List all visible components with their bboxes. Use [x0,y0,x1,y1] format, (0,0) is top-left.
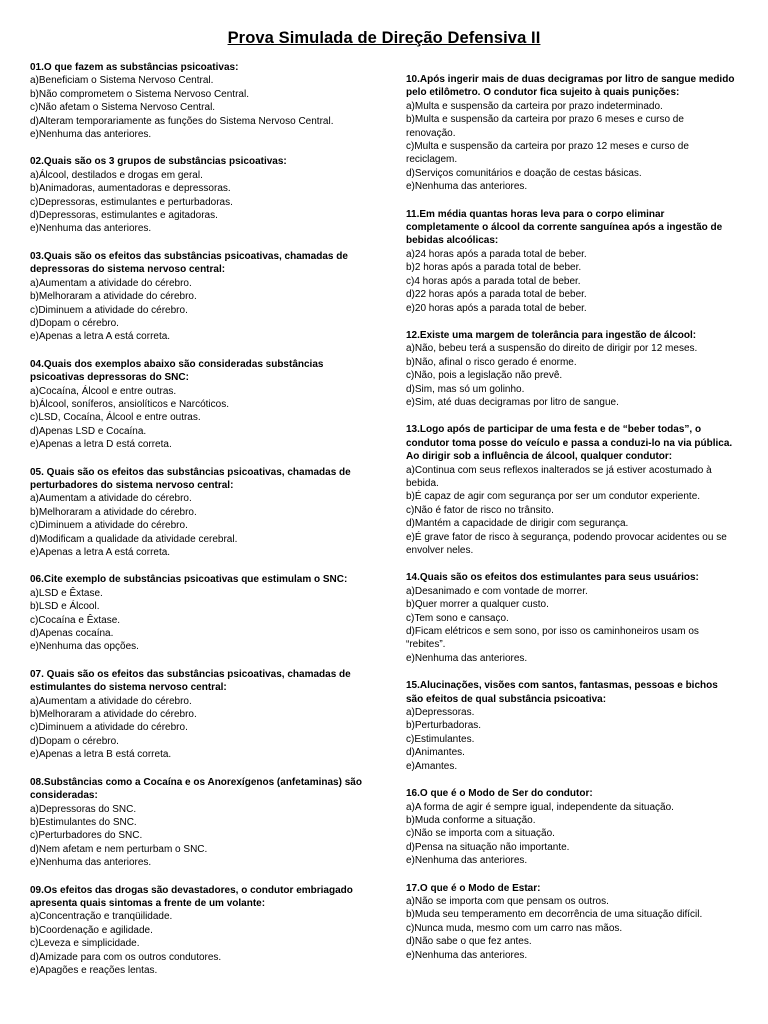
answer-option: c)Tem sono e cansaço. [406,612,509,624]
answer-option: b)Coordenação e agilidade. [30,924,153,936]
question-block [406,329,736,409]
question-text: 12.Existe uma margem de tolerância para ingestão de álcool: [406,329,697,341]
answer-option: b)LSD e Álcool. [30,601,100,613]
answer-option: d)Ficam elétricos e sem sono, por isso os caminhoneiros usam os “rebites”. [406,626,699,651]
answer-option: c)LSD, Cocaína, Álcool e entre outras. [30,412,201,424]
answer-option: a)A forma de agir é sempre igual, independente da situação. [406,801,674,813]
answer-option: d)Nem afetam e nem perturbam o SNC. [30,843,208,855]
answer-option: a)Depressoras do SNC. [30,803,137,815]
answer-option: e)Apenas a letra A está correta. [30,547,171,558]
answer-option: c)Diminuem a atividade do cérebro. [30,722,188,734]
answer-option: a)Desanimado e com vontade de morrer. [406,585,588,597]
answer-option: a)Aumentam a atividade do cérebro. [30,493,192,505]
question-block [406,882,736,962]
question-text: 08.Substâncias como a Cocaína e os Anorexígenos (anfetaminas) são consideradas: [30,776,362,802]
answer-option: e)Nenhuma das anteriores. [406,181,528,193]
answer-option: e)Nenhuma das anteriores. [30,223,152,235]
question-block [30,358,362,452]
answer-option: c)Depressoras, estimulantes e perturbadoras. [30,196,233,208]
answer-option: d)Amizade para com os outros condutores. [30,951,222,963]
answer-option: d)22 horas após a parada total de beber. [406,289,587,301]
answer-option: b)Não comprometem o Sistema Nervoso Central. [30,88,249,100]
question-text: 01.O que fazem as substâncias psicoativas: [30,62,239,73]
question-text: 05. Quais são os efeitos das substâncias psicoativas, chamadas de perturbadores do sistema nervoso central: [30,466,351,491]
answer-option: c)Multa e suspensão da carteira por prazo 12 meses e curso de reciclagem. [406,141,689,166]
answer-option: d)Animantes. [406,747,465,759]
answer-option: d)Modificam a qualidade da atividade cerebral. [30,533,238,545]
answer-option: d)Alteram temporariamente as funções do Sistema Nervoso Central. [30,115,334,127]
answer-option: e)Nenhuma das anteriores. [406,949,528,961]
question-text: 17.O que é o Modo de Estar: [406,882,541,894]
answer-option: a)Aumentam a atividade do cérebro. [30,695,192,707]
answer-option: b)Quer morrer a qualquer custo. [406,599,549,611]
answer-option: b)Perturbadoras. [406,720,482,732]
answer-option: c)Não, pois a legislação não prevê. [406,370,563,382]
question-block [30,155,362,235]
answer-option: e)Amantes. [406,760,458,772]
answer-option: b)Animadoras, aumentadoras e depressoras. [30,183,231,195]
question-text: 13.Logo após de participar de uma festa e de “beber todas”, o condutor toma posse do veículo e passa a conduzi-lo na via pública. Ao dirigir sob a influência de álcool, qualquer condutor: [406,424,733,463]
answer-option: d)Sim, mas só um golinho. [406,383,525,395]
answer-option: d)Dopam o cérebro. [30,735,119,747]
answer-option: e)É grave fator de risco à segurança, podendo provocar acidentes ou se envolver neles. [406,531,727,556]
answer-option: a)Concentração e tranqüilidade. [30,911,173,923]
question-text: 03.Quais são os efeitos das substâncias psicoativas, chamadas de depressoras do sistema nervoso central: [30,250,348,276]
answer-option: a)Álcool, destilados e drogas em geral. [30,169,203,181]
answer-option: a)Beneficiam o Sistema Nervoso Central. [30,75,214,87]
left-column [30,61,362,991]
answer-option: c)Não afetam o Sistema Nervoso Central. [30,102,216,114]
answer-option: c)4 horas após a parada total de beber. [406,275,581,287]
answer-option: d)Apenas cocaína. [30,628,114,640]
question-text: 06.Cite exemplo de substâncias psicoativas que estimulam o SNC: [30,574,348,586]
answer-option: b)Melhoraram a atividade do cérebro. [30,709,197,721]
answer-option: a)Multa e suspensão da carteira por prazo indeterminado. [406,100,663,112]
answer-option: a)Continua com seus reflexos inalterados se já estiver acostumado à bebida. [406,464,712,489]
answer-option: e)Nenhuma das anteriores. [406,855,528,867]
answer-option: b)Muda seu temperamento em decorrência de uma situação difícil. [406,909,703,921]
answer-option: a)Cocaína, Álcool e entre outras. [30,385,177,397]
question-block [30,61,362,141]
question-text: 16.O que é o Modo de Ser do condutor: [406,788,593,800]
question-block [406,208,736,315]
question-block [406,73,736,194]
question-text: 07. Quais são os efeitos das substâncias psicoativas, chamadas de estimulantes do sistema nervoso central: [30,668,351,694]
answer-option: c)Não se importa com a situação. [406,828,555,840]
answer-option: d)Não sabe o que fez antes. [406,936,532,948]
answer-option: d)Pensa na situação não importante. [406,841,570,853]
answer-option: e)Apagões e reações lentas. [30,964,158,976]
answer-option: a)Não, bebeu terá a suspensão do direito de dirigir por 12 meses. [406,343,698,355]
question-block [406,571,736,665]
question-text: 15.Alucinações, visões com santos, fantasmas, pessoas e bichos são efeitos de qual substância psicoativa: [406,680,718,705]
answer-option: a)24 horas após a parada total de beber. [406,248,587,260]
answer-option: e)Apenas a letra B está correta. [30,749,172,761]
answer-option: a)Não se importa com que pensam os outros. [406,895,609,907]
answer-option: e)Nenhuma das anteriores. [406,652,528,664]
answer-option: e)Apenas a letra D está correta. [30,439,172,451]
question-block [30,466,362,560]
question-block [30,884,362,978]
answer-option: b)Estimulantes do SNC. [30,816,137,828]
answer-option: d)Dopam o cérebro. [30,317,119,329]
answer-option: a)Aumentam a atividade do cérebro. [30,277,192,289]
question-block [30,250,362,344]
answer-option: b)É capaz de agir com segurança por ser um condutor experiente. [406,491,701,503]
question-block [30,573,362,653]
question-text: 04.Quais dos exemplos abaixo são consideradas substâncias psicoativas depressoras do SNC: [30,358,324,384]
answer-option: e)Nenhuma das anteriores. [30,129,152,141]
question-block [406,679,736,773]
question-text: 02.Quais são os 3 grupos de substâncias psicoativas: [30,156,287,168]
answer-option: e)Sim, até duas decigramas por litro de sangue. [406,396,619,408]
answer-option: c)Cocaína e Êxtase. [30,614,121,626]
answer-option: d)Apenas LSD e Cocaína. [30,425,147,437]
question-block [406,787,736,867]
question-block [406,423,736,557]
answer-option: b)Álcool, soníferos, ansiolíticos e Narcóticos. [30,398,229,410]
answer-option: c)Perturbadores do SNC. [30,830,143,842]
answer-option: b)Multa e suspensão da carteira por prazo 6 meses e curso de renovação. [406,114,684,139]
answer-option: b)2 horas após a parada total de beber. [406,262,582,274]
answer-option: c)Diminuem a atividade do cérebro. [30,304,188,316]
question-text: 10.Após ingerir mais de duas decigramas por litro de sangue medido pelo etilômetro. O condutor fica sujeito à quais punições: [406,74,735,99]
answer-option: e)Nenhuma das anteriores. [30,857,152,869]
page-title: Prova Simulada de Direção Defensiva II [227,29,541,47]
question-block [30,668,362,762]
answer-option: e)Nenhuma das opções. [30,641,139,653]
answer-option: b)Melhoraram a atividade do cérebro. [30,291,197,303]
right-column [406,73,736,976]
answer-option: c)Não é fator de risco no trânsito. [406,504,554,516]
answer-option: d)Depressoras, estimulantes e agitadoras. [30,210,218,222]
answer-option: c)Leveza e simplicidade. [30,938,140,950]
question-text: 09.Os efeitos das drogas são devastadores, o condutor embriagado apresenta quais sintomas a frente de um volante: [30,884,353,909]
answer-option: b)Melhoraram a atividade do cérebro. [30,506,197,518]
answer-option: c)Estimulantes. [406,733,475,745]
answer-option: c)Nunca muda, mesmo com um carro nas mãos. [406,922,623,934]
answer-option: b)Muda conforme a situação. [406,814,536,826]
answer-option: d)Mantém a capacidade de dirigir com segurança. [406,518,629,530]
question-text: 14.Quais são os efeitos dos estimulantes para seus usuários: [406,572,699,584]
answer-option: d)Serviços comunitários e doação de cestas básicas. [406,167,642,179]
answer-option: c)Diminuem a atividade do cérebro. [30,520,188,532]
answer-option: a)LSD e Êxtase. [30,587,103,599]
question-text: 11.Em média quantas horas leva para o corpo eliminar completamente o álcool da corrente sanguínea após a ingestão de bebidas alcoólicas: [406,208,723,247]
question-block [30,776,362,870]
answer-option: a)Depressoras. [406,707,475,719]
answer-option: b)Não, afinal o risco gerado é enorme. [406,356,577,368]
answer-option: e)Apenas a letra A está correta. [30,331,171,343]
answer-option: e)20 horas após a parada total de beber. [406,302,587,314]
